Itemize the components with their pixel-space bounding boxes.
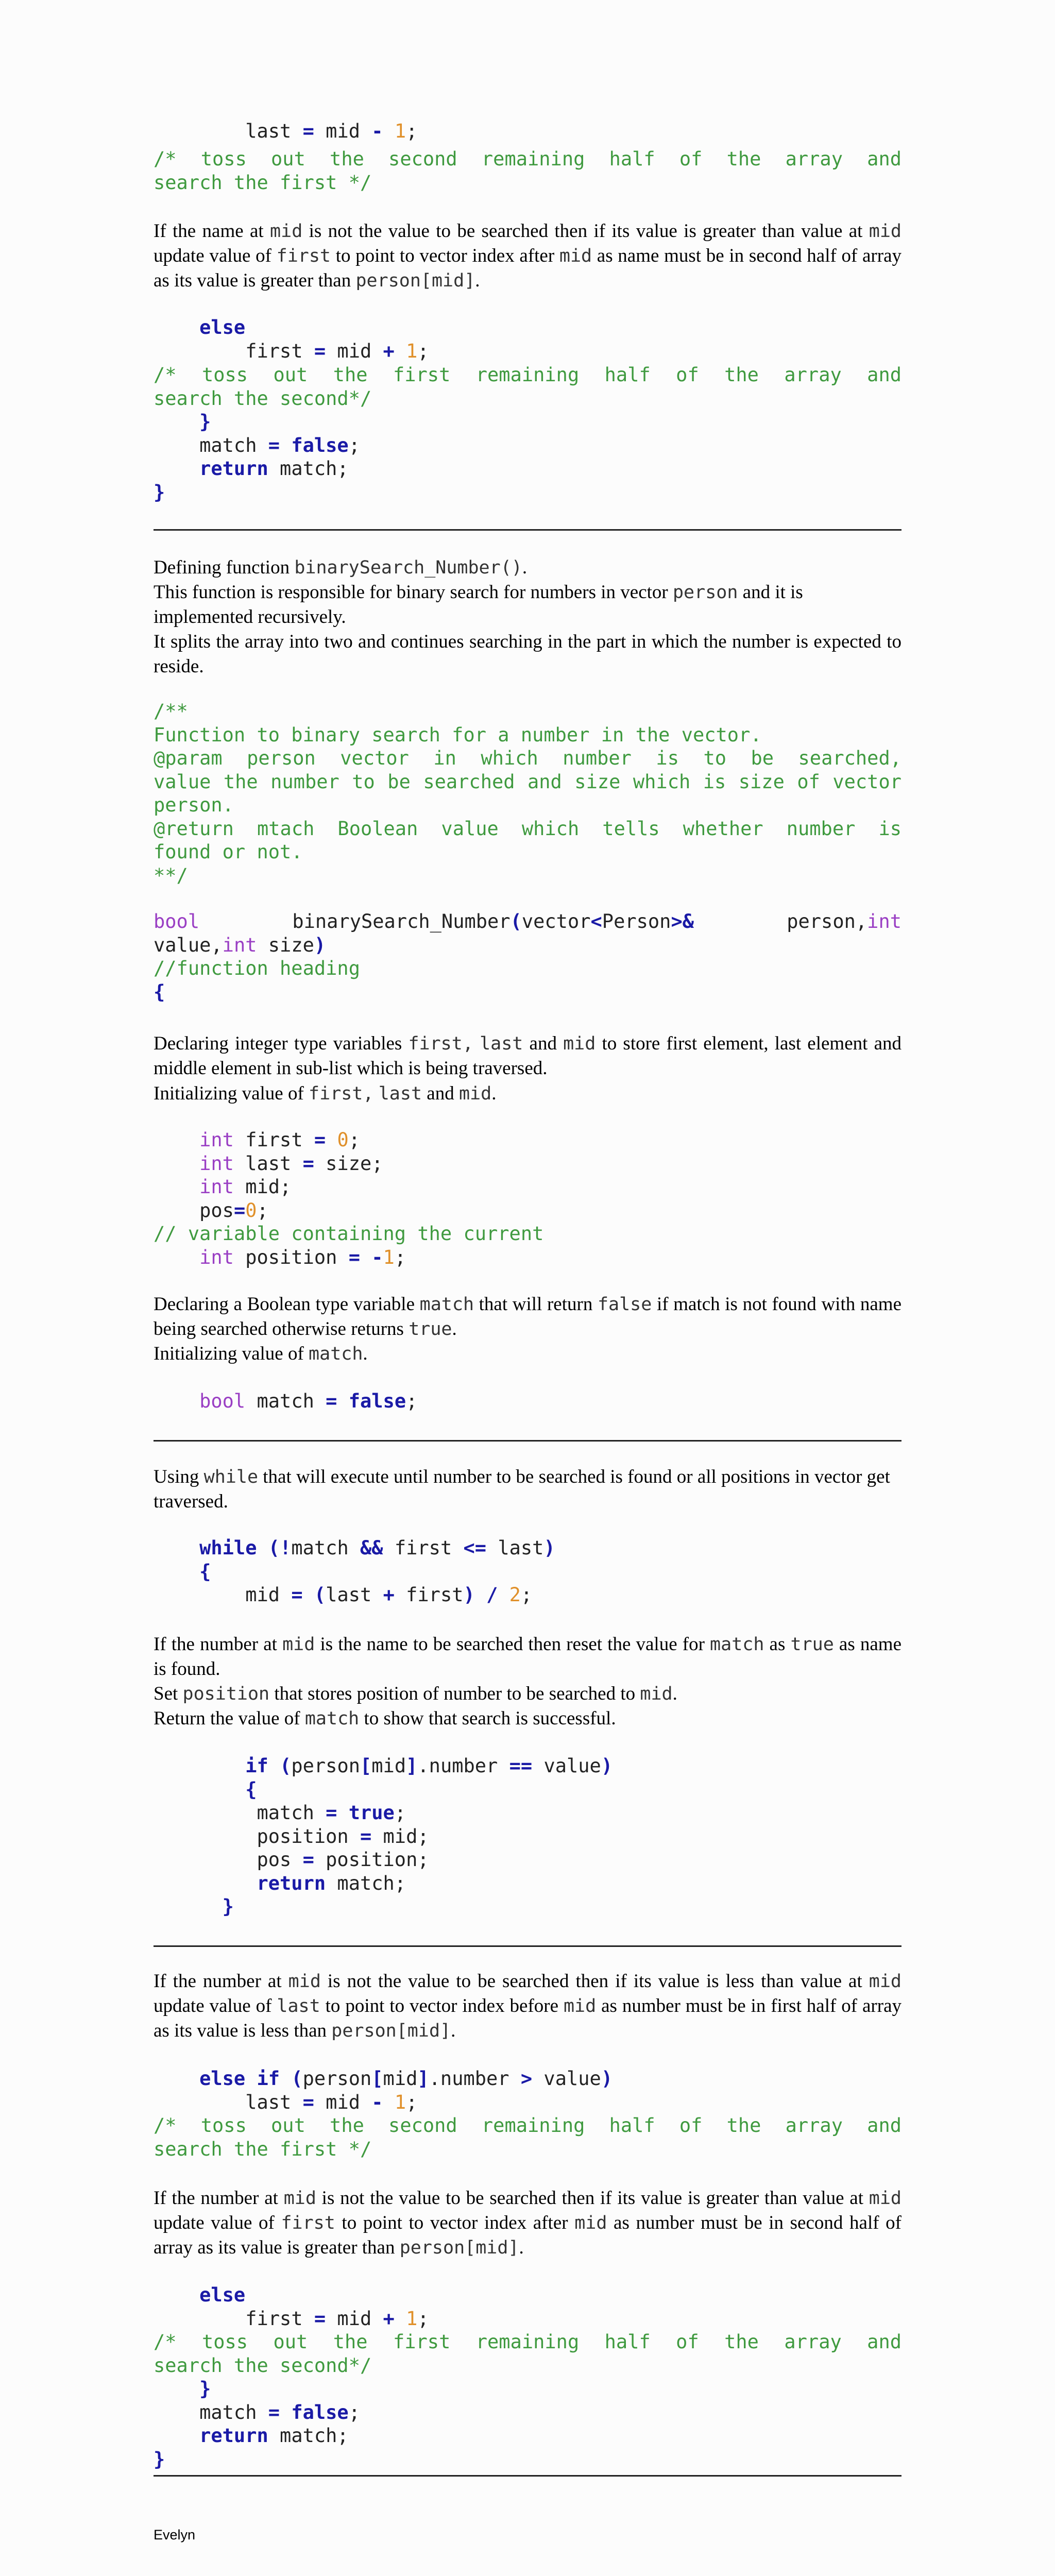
footer-author: Evelyn — [154, 2527, 196, 2543]
doc-comment: /** Function to binary search for a number in the vector. @param person vector in which number is to be searched, value the number to be searched and size which is size of vector person. @return mtach Boolean value which tells whether number is found or not. **/ — [154, 700, 925, 887]
paragraph-declare-bool: Declaring a Boolean type variable match that will return false if match is not found with name being searched otherwise returns true. Initializing value of match. — [154, 1294, 901, 1364]
paragraph-found: If the number at mid is the name to be searched then reset the value for match as true as name is found. Set position that stores position of number to be searched to mid. Return the value of match to show that search is successful. — [154, 1634, 902, 1729]
section-divider — [154, 2475, 901, 2477]
code-else-block: else first = mid + 1; — [199, 316, 429, 362]
paragraph-greater-than-name: If the name at mid is not the value to be searched then if its value is greater than value at mid update value of first to point to vector index after mid as name must be in second half of array as its value is greater than person[mid]. — [154, 221, 901, 291]
paragraph-function-intro: Defining function binarySearch_Number(). This function is responsible for binary search for numbers in vector person and it is implemented recursively. — [154, 557, 803, 628]
section-divider — [154, 1440, 901, 1442]
code-comment-first-half: /* toss out the first remaining half of the array and search the second*/ — [154, 364, 925, 410]
code-comment-second-half: /* toss out the second remaining half of the array and search the first */ — [154, 148, 925, 194]
paragraph-greater-than-number: If the number at mid is not the value to be searched then if its value is greater than value at mid update value of first to point to vector index after mid as number must be in second half of array as its value is greater than person[mid]. — [154, 2188, 901, 2258]
function-signature: bool binarySearch_Number(vector<Person>& person,int value,int size) — [154, 910, 901, 956]
code-else-block-2: else first = mid + 1; — [199, 2284, 429, 2330]
paragraph-init-ints: Initializing value of first, last and mid. — [154, 1083, 497, 1104]
code-int-declarations: int first = 0; int last = size; int mid; pos=0; // variable containing the current int position = -1; — [154, 1129, 544, 1268]
section-divider — [154, 529, 901, 531]
code-last-minus: last = mid - 1; — [245, 120, 418, 142]
section-divider — [154, 1945, 901, 1947]
code-comment-first-half-2: /* toss out the first remaining half of the array and search the second*/ — [154, 2331, 925, 2377]
paragraph-while: Using while that will execute until number to be searched is found or all positions in vector get traversed. — [154, 1466, 890, 1512]
paragraph-function-split: It splits the array into two and continues searching in the part in which the number is expected to reside. — [154, 631, 901, 677]
code-if-found: if (person[mid].number == value) { match = true; position = mid; pos = position; return match; } — [222, 1755, 613, 1918]
code-else-tail: } match = false; return match; } — [154, 411, 360, 503]
code-else-if: else if (person[mid].number > value) last = mid - 1; — [199, 2067, 613, 2113]
function-heading-comment: //function heading { — [154, 957, 360, 1003]
code-while-loop: while (!match && first <= last) { mid = (last + first) / 2; — [199, 1537, 555, 1606]
code-comment-second-half-2: /* toss out the second remaining half of the array and search the first */ — [154, 2114, 925, 2160]
code-else-tail-2: } match = false; return match; } — [154, 2378, 360, 2470]
code-bool-match: bool match = false; — [199, 1390, 418, 1412]
paragraph-less-than: If the number at mid is not the value to be searched then if its value is less than value at mid update value of last to point to vector index before mid as number must be in first half of array as its value is less than person[mid]. — [154, 1971, 901, 2041]
paragraph-declare-ints: Declaring integer type variables first, last and mid to store first element, last element and middle element in sub-list which is being traversed. — [154, 1033, 901, 1079]
